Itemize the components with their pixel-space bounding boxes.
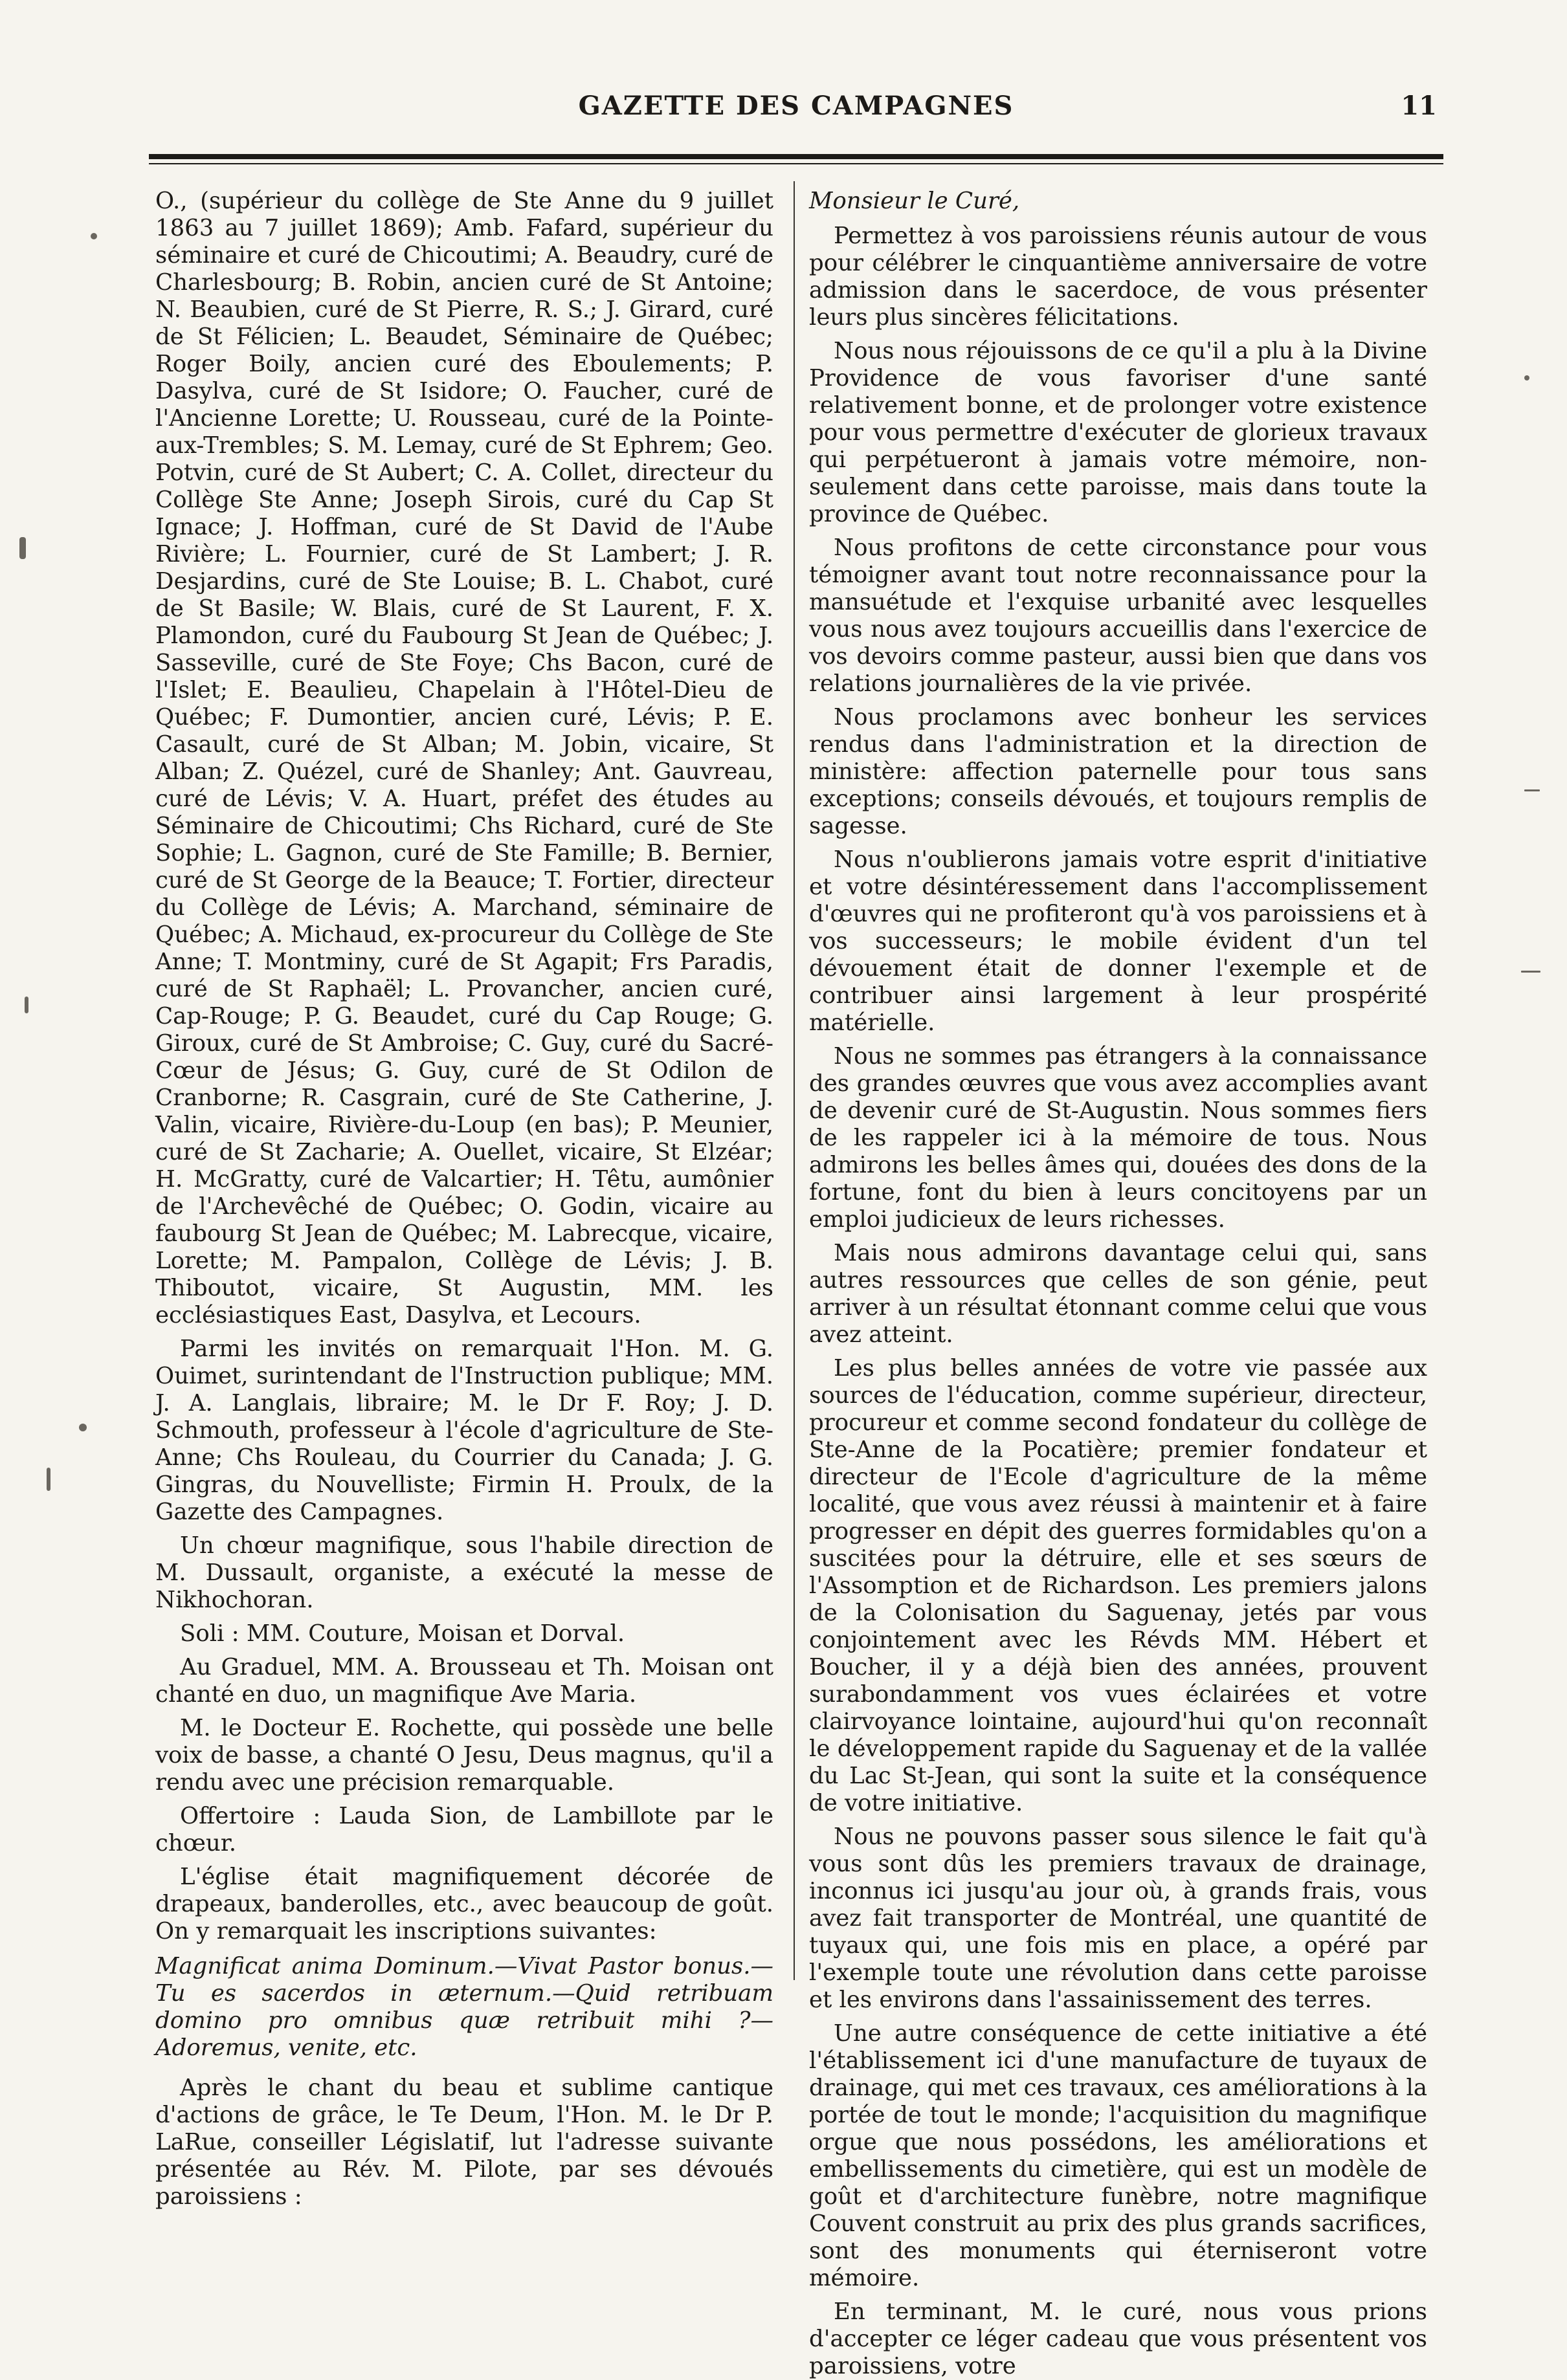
paragraph-graduel: Au Graduel, MM. A. Brousseau et Th. Moisan ont chanté en duo, un magnifique Ave Maria.	[155, 1654, 773, 1708]
address-paragraph-2: Nous nous réjouissons de ce qu'il a plu à la Divine Providence de vous favoriser d'une santé relativement bonne, et de prolonger votre existence pour vous permettre d'exécuter de glorieux travaux qui perpétueront à jamais votre mémoire, non-seulement dans cette paroisse, mais dans toute la province de Québec.	[809, 338, 1427, 527]
right-column	[809, 188, 1427, 2379]
address-paragraph-3: Nous profitons de cette circonstance pour vous témoigner avant tout notre reconnaissance pour la mansuétude et l'exquise urbanité avec lesquelles vous nous avez toujours accueillis dans l'exercice de vos devoirs comme pasteur, aussi bien que dans vos relations journalières de la vie privée.	[809, 534, 1427, 697]
scan-speck	[1524, 375, 1529, 380]
paragraph-choir: Un chœur magnifique, sous l'habile direction de M. Dussault, organiste, a exécuté la messe de Nikhochoran.	[155, 1532, 773, 1613]
header-rule-thick	[149, 154, 1443, 159]
paragraph-te-deum: Après le chant du beau et sublime cantique d'actions de grâce, le Te Deum, l'Hon. M. le Dr P. LaRue, conseiller Législatif, lut l'adresse suivante présentée au Rév. M. Pilote, par ses dévoués paroissiens :	[155, 2075, 773, 2210]
address-paragraph-4: Nous proclamons avec bonheur les services rendus dans l'administration et la direction de ministère: affection paternelle pour tous sans exceptions; conseils dévoués, et toujours remplis de sagesse.	[809, 704, 1427, 839]
column-divider	[794, 181, 795, 1980]
address-paragraph-5: Nous n'oublierons jamais votre esprit d'initiative et votre désintéressement dans l'accomplissement d'œuvres qui ne profiteront qu'à vos paroissiens et à vos successeurs; le mobile évident d'un tel dévouement était de donner l'exemple et de contribuer ainsi largement à leur prospérité matérielle.	[809, 846, 1427, 1036]
scan-speck	[25, 997, 28, 1013]
address-paragraph-8: Les plus belles années de votre vie passée aux sources de l'éducation, comme supérieur, directeur, procureur et comme second fondateur du collège de Ste-Anne de la Pocatière; premier fondateur et directeur de l'Ecole d'agriculture de la même localité, que vous avez réussi à maintenir et à faire progresser en dépit des guerres formidables qu'on a suscitées pour la détruire, elle et ses sœurs de l'Assomption et de Richardson. Les premiers jalons de la Colonisation du Saguenay, jetés par vous conjointement avec les Révds MM. Hébert et Boucher, il y a déjà bien des années, prouvent surabondamment vos vues éclairées et votre clairvoyance lointaine, aujourd'hui qu'on reconnaît le développement rapide du Saguenay et de la vallée du Lac St-Jean, qui sont la suite et la conséquence de votre initiative.	[809, 1355, 1427, 1816]
paragraph-offertoire: Offertoire : Lauda Sion, de Lambillote par le chœur.	[155, 1803, 773, 1857]
page-header	[149, 91, 1443, 129]
address-paragraph-6: Nous ne sommes pas étrangers à la connaissance des grandes œuvres que vous avez accomplies avant de devenir curé de St-Augustin. Nous sommes fiers de les rappeler ici à la mémoire de tous. Nous admirons les belles âmes qui, douées des dons de la fortune, font du bien à leurs concitoyens par un emploi judicieux de leurs richesses.	[809, 1043, 1427, 1233]
scan-speck	[1524, 789, 1540, 791]
paragraph-guests: Parmi les invités on remarquait l'Hon. M. G. Ouimet, surintendant de l'Instruction publique; MM. J. A. Langlais, libraire; M. le Dr F. Roy; J. D. Schmouth, professeur à l'école d'agriculture de Ste-Anne; Chs Rouleau, du Courrier du Canada; J. G. Gingras, du Nouvelliste; Firmin H. Proulx, de la Gazette des Campagnes.	[155, 1336, 773, 1525]
paragraph-inscriptions: Magnificat anima Dominum.—Vivat Pastor bonus.— Tu es sacerdos in æternum.—Quid retribuam domino pro omnibus quæ retribuit mihi ?—Adoremus, venite, etc.	[155, 1953, 773, 2061]
address-paragraph-9: Nous ne pouvons passer sous silence le fait qu'à vous sont dûs les premiers travaux de drainage, inconnus ici jusqu'au jour où, à grands frais, vous avez fait transporter de Montréal, une quantité de tuyaux qui, une fois mis en place, a opéré par l'exemple toute une révolution dans cette paroisse et les environs dans l'assainissement des terres.	[809, 1824, 1427, 2013]
paragraph-soli: Soli : MM. Couture, Moisan et Dorval.	[180, 1620, 625, 1647]
address-salutation: Monsieur le Curé,	[809, 188, 1020, 214]
address-paragraph-11: En terminant, M. le curé, nous vous prions d'accepter ce léger cadeau que vous présentent vos paroissiens, votre	[809, 2298, 1427, 2379]
page-number: 11	[1401, 91, 1437, 121]
scan-speck	[79, 1424, 87, 1431]
scan-speck	[91, 233, 97, 239]
scan-speck	[19, 537, 26, 559]
scan-speck	[47, 1468, 50, 1491]
left-column	[155, 188, 773, 2210]
paragraph-decoration: L'église était magnifiquement décorée de drapeaux, banderolles, etc., avec beaucoup de goût. On y remarquait les inscriptions suivantes:	[155, 1864, 773, 1945]
paragraph-clergy-list: O., (supérieur du collège de Ste Anne du 9 juillet 1863 au 7 juillet 1869); Amb. Fafard, supérieur du séminaire et curé de Chicoutimi; A. Beaudry, curé de Charlesbourg; B. Robin, ancien curé de St Antoine; N. Beaubien, curé de St Pierre, R. S.; J. Girard, curé de St Félicien; L. Beaudet, Séminaire de Québec; Roger Boily, ancien curé des Eboulements; P. Dasylva, curé de St Isidore; O. Faucher, curé de l'Ancienne Lorette; U. Rousseau, curé de la Pointe-aux-Trembles; S. M. Lemay, curé de St Ephrem; Geo. Potvin, curé de St Aubert; C. A. Collet, directeur du Collège Ste Anne; Joseph Sirois, curé du Cap St Ignace; J. Hoffman, curé de St David de l'Aube Rivière; L. Fournier, curé de St Lambert; J. R. Desjardins, curé de Ste Louise; B. L. Chabot, curé de St Basile; W. Blais, curé de St Laurent, F. X. Plamondon, curé du Faubourg St Jean de Québec; J. Sasseville, curé de Ste Foye; Chs Bacon, curé de l'Islet; E. Beaulieu, Chapelain à l'Hôtel-Dieu de Québec; F. Dumontier, ancien curé, Lévis; P. E. Casault, curé de St Alban; M. Jobin, vicaire, St Alban; Z. Quézel, curé de Shanley; Ant. Gauvreau, curé de Lévis; V. A. Huart, préfet des études au Séminaire de Chicoutimi; Chs Richard, curé de Ste Sophie; L. Gagnon, curé de Ste Famille; B. Bernier, curé de St George de la Beauce; T. Fortier, directeur du Collège de Lévis; A. Marchand, séminaire de Québec; A. Michaud, ex-procureur du Collège de Ste Anne; T. Montminy, curé de St Agapit; Frs Paradis, curé de St Raphaël; L. Provancher, ancien curé, Cap-Rouge; P. G. Beaudet, curé du Cap Rouge; G. Giroux, curé de St Ambroise; C. Guy, curé du Sacré-Cœur de Jésus; G. Guy, curé de St Odilon de Cranborne; R. Casgrain, curé de Ste Catherine, J. Valin, vicaire, Rivière-du-Loup (en bas); P. Meunier, curé de St Zacharie; A. Ouellet, vicaire, St Elzéar; H. McGratty, curé de Valcartier; H. Têtu, aumônier de l'Archevêché de Québec; O. Godin, vicaire au faubourg St Jean de Québec; M. Labrecque, vicaire, Lorette; M. Pampalon, Collège de Lévis; J. B. Thiboutot, vicaire, St Augustin, MM. les ecclésiastiques East, Dasylva, et Lecours.	[155, 188, 773, 1328]
paragraph-rochette: M. le Docteur E. Rochette, qui possède une belle voix de basse, a chanté O Jesu, Deus magnus, qu'il a rendu avec une précision remarquable.	[155, 1715, 773, 1796]
masthead-title: GAZETTE DES CAMPAGNES	[578, 91, 1014, 121]
address-paragraph-10: Une autre conséquence de cette initiative a été l'établissement ici d'une manufacture de tuyaux de drainage, qui met ces travaux, ces améliorations à la portée de tout le monde; l'acquisition du magnifique orgue que nous possédons, les améliorations et embellissements du cimetière, qui est un modèle de goût et d'architecture funèbre, notre magnifique Couvent construit au prix des plus grands sacrifices, sont des monuments qui éterniseront votre mémoire.	[809, 2020, 1427, 2291]
header-rule-thin	[149, 163, 1443, 164]
address-paragraph-7: Mais nous admirons davantage celui qui, sans autres ressources que celles de son génie, peut arriver à un résultat étonnant comme celui que vous avez atteint.	[809, 1240, 1427, 1348]
address-paragraph-1: Permettez à vos paroissiens réunis autour de vous pour célébrer le cinquantième anniversaire de votre admission dans le sacerdoce, de vous présenter leurs plus sincères félicitations.	[809, 223, 1427, 331]
scan-speck	[1521, 971, 1540, 973]
